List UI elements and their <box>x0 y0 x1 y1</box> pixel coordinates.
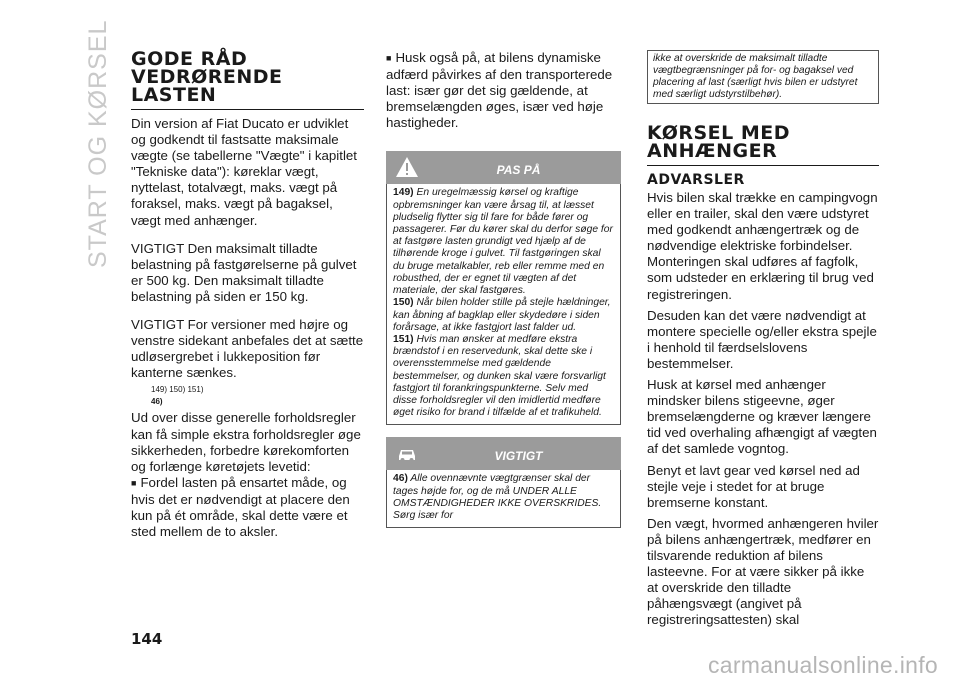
section-heading-towing: KØRSEL MED ANHÆNGER <box>647 122 791 162</box>
watermark: carmanualsonline.info <box>707 652 938 678</box>
important-box-body <box>386 470 621 528</box>
column-left <box>131 50 364 540</box>
paragraph-tow-weight: Den vægt, hvormed anhængeren hviler på bilens anhængertræk, medfører en tilsvarende reduktion af bilens lasteevne. For at være sikker på ikke at overskride den tilladte påhængsvægt (angivet på registreringsattesten) skal <box>647 515 879 628</box>
note-46: 46) Alle ovennævnte vægtgrænser skal der tages højde for, og de må UNDER ALLE OMSTÆNDIGHEDER IKKE OVERSKRIDES. Sørg især for <box>393 473 602 521</box>
column-right <box>647 50 879 628</box>
warning-149: 149) En uregelmæssig kørsel og kraftige opbremsninger kan være årsag til, at læsset pludselig flytter sig til fare for både fører og passagerer. Før du kører skal du derfor søge for at fastgøre lasten grundigt ved hjælp af de tilhørende kroge i gulvet. Til fastgøringen skal du bruge metalkabler, reb eller remme med en robusthed, der er egnet til vægten af det materiale, der skal fastgøres. <box>393 187 613 297</box>
important-box-header <box>386 437 621 470</box>
paragraph-low-gear: Benyt et lavt gear ved kørsel ned ad stejle veje i stedet for at bruge bremserne konstant. <box>647 462 860 510</box>
warning-box-header <box>386 151 621 184</box>
warning-150: 150) Når bilen holder stille på stejle hældninger, kan åbning af bagklap eller skydedøre i siden forårsage, at ikke fastgjort last falder ud. <box>393 297 611 333</box>
note-reference: 46) <box>151 397 163 407</box>
paragraph-climbing: Husk at kørsel med anhænger mindsker bilens stigeevne, øger bremselængderne og kræver længere tid ved overhaling afhængigt af vægten af det samlede vogntog. <box>647 377 877 457</box>
column-middle <box>386 50 621 528</box>
important-box-title: VIGTIGT <box>494 449 543 464</box>
warning-151: 151) Hvis man ønsker at medføre ekstra brændstof i en reservedunk, skal dette ske i overensstemmelse med gældende bestemmelser, og dunken skal være forsvarligt fastgjort til forankringspunkterne. Selv med disse forholdsregler vil den imidlertid medføre øget risiko for brand i tilfælde af et trafikuheld. <box>393 333 606 419</box>
bullet-dynamic-behaviour: ■ Husk også på, at bilens dynamiske adfærd påvirkes af den transporterede last: især gør det sig gældende, at bremselængden øges, især ved høje hastigheder. <box>386 50 621 131</box>
chapter-side-title: START OG KØRSEL <box>84 19 112 268</box>
paragraph-floor-load: VIGTIGT Den maksimalt tilladte belastning på fastgørelserne på gulvet er 500 kg. Den maksimalt tilladte belastning på siden er 150 kg. <box>131 240 357 304</box>
warning-box-body <box>386 184 621 425</box>
warning-references: 149) 150) 151) <box>151 385 204 395</box>
warning-box-title: PAS PÅ <box>496 163 541 178</box>
bullet-distribute-load: ■ Fordel lasten på ensartet måde, og hvis det er nødvendigt at placere den kun på ét område, skal dette være et sted mellem de to aksler. <box>131 475 364 540</box>
paragraph-tow-equipment: Hvis bilen skal trække en campingvogn eller en trailer, skal den være udstyret med godkendt anhængertræk og de nødvendige elektriske forbindelser. Monteringen skal udføres af fagfolk, som udsteder en erklæring til brug ved registreringen. <box>647 190 878 302</box>
heading-rule <box>647 165 879 166</box>
note-continuation-box <box>647 50 879 104</box>
paragraph-precautions: Ud over disse generelle forholdsregler kan få simple ekstra forholdsregler øge sikkerheden, forbedre kørekomforten og forlænge køretøjets levetid: <box>131 410 361 474</box>
paragraph-mirrors: Desuden kan det være nødvendigt at montere specielle og/eller ekstra spejle i henhold til færdselslovens bestemmelser. <box>647 307 877 371</box>
note-46-continued: ikke at overskride de maksimalt tilladte vægtbegrænsninger på for- og bagaksel ved placering af last (særligt hvis bilen er udstyret med særligt udstyrstilbehør). <box>653 53 858 100</box>
page-number: 144 <box>131 630 163 648</box>
subheading-warnings: ADVARSLER <box>647 172 745 188</box>
paragraph-side-rails: VIGTIGT For versioner med højre og venstre sidekant anbefales det at sætte udløsergrebet i lukkeposition før kanterne sænkes. <box>131 317 364 381</box>
section-heading-load-advice: GODE RÅD VEDRØRENDE LASTEN <box>131 48 283 106</box>
paragraph-weights: Din version af Fiat Ducato er udviklet og godkendt til fastsatte maksimale vægte (se tabellerne "Vægte" i kapitlet "Tekniske data"): køreklar vægt, nyttelast, totalvægt, maks. vægt på foraksel, maks. vægt på bagaksel, vægt med anhænger. <box>131 116 358 228</box>
heading-rule <box>131 109 364 110</box>
